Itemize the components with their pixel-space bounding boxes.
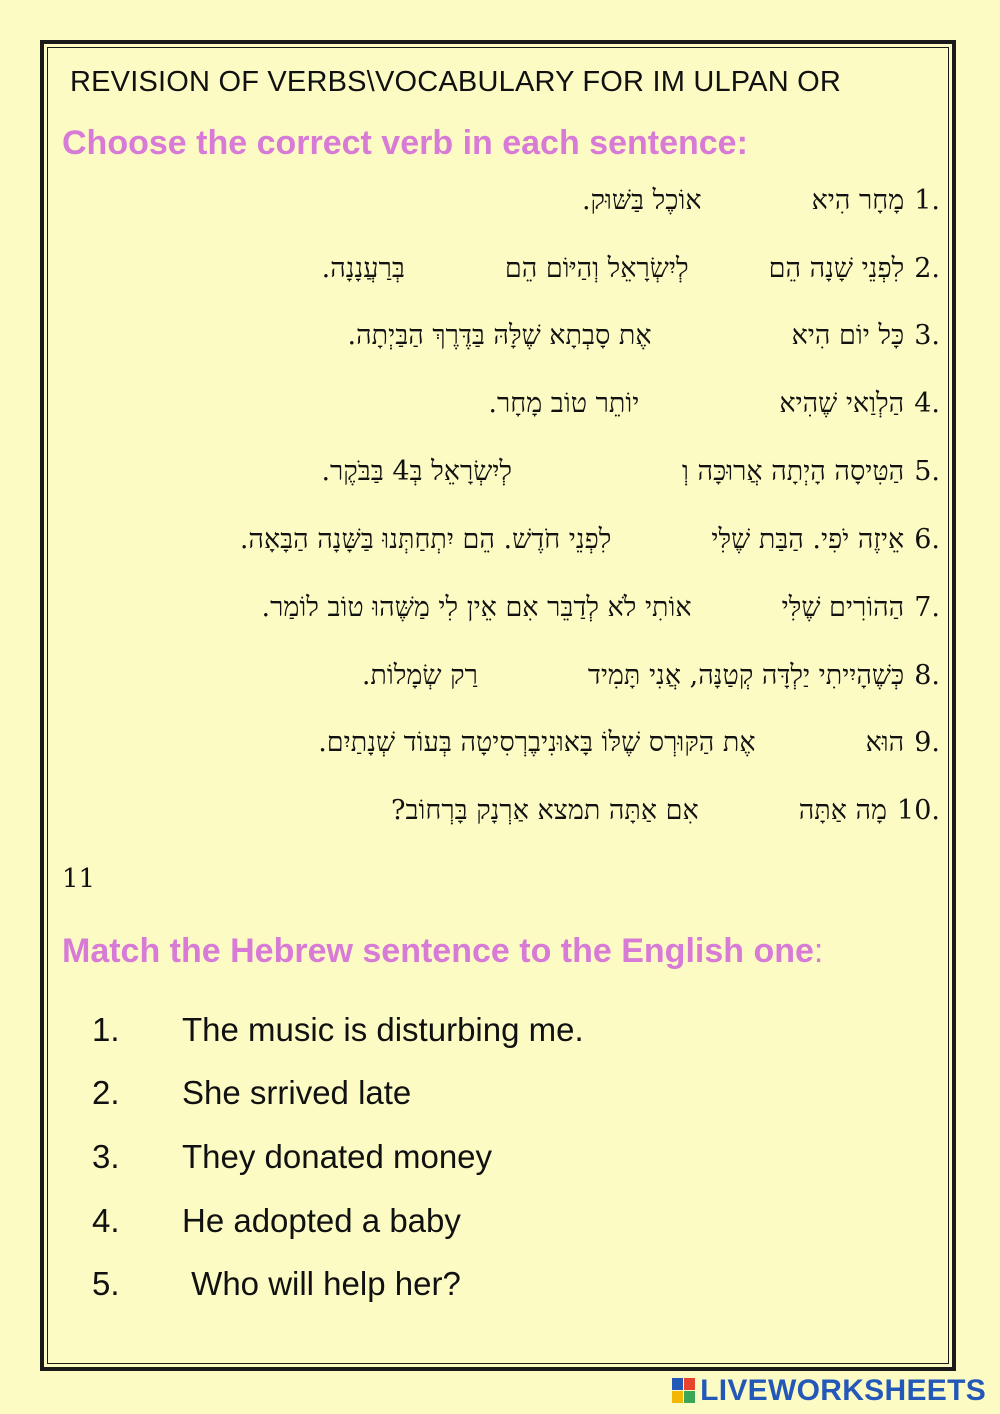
sentence-part-a: מָחָר הִיא <box>811 184 905 216</box>
item-number-11: 11 <box>62 864 96 894</box>
item-number: .7 <box>914 591 940 623</box>
english-sentence-2[interactable] <box>92 1073 411 1113</box>
sentence-text: They donated money <box>182 1138 493 1175</box>
item-number: .4 <box>914 387 940 419</box>
sentence-text: He adopted a baby <box>182 1202 461 1239</box>
section1-heading: Choose the correct verb in each sentence: <box>62 124 748 162</box>
sentence-part-b: לְיִשְׂרָאֵל וְהַיּוֹם הֵם <box>504 252 689 284</box>
hebrew-sentence-3 <box>348 315 940 355</box>
item-number: 5. <box>92 1265 120 1302</box>
hebrew-sentence-2 <box>322 248 940 288</box>
sentence-text: The music is disturbing me. <box>182 1011 584 1048</box>
sentence-text: She srrived late <box>182 1074 412 1111</box>
sentence-part-a: הַלְוַאי שֶׁהִיא <box>779 387 905 419</box>
sentence-part-c: בְּרַעֲנָנָה. <box>321 252 405 284</box>
sentence-part-b: לִפְנֵי חֹדֶשׁ. הֵם יִתְחַתְּנוּ בַּשָּׁנָה הַבָּאָה. <box>239 523 612 555</box>
sentence-part-a: הַטִּיסָה הָיְתָה אֲרוּכָּה וְ <box>682 455 905 487</box>
sentence-part-b: לְיִשְׂרָאֵל בְּ4 בַּבֹּקֶר. <box>321 455 513 487</box>
item-number: .3 <box>914 319 940 351</box>
english-sentence-5[interactable] <box>92 1264 461 1304</box>
sentence-part-a: כְּשֶׁהָיִיתִי יַלְדָּה קְטַנָּה, אֲנִי תָּמִיד <box>587 659 905 691</box>
hebrew-sentence-9 <box>318 722 940 762</box>
hebrew-sentence-7 <box>261 587 940 627</box>
section2-heading-text: Match the Hebrew sentence to the English one <box>62 932 814 970</box>
item-number: .6 <box>914 523 940 555</box>
item-number: .2 <box>914 252 940 284</box>
english-sentence-3[interactable] <box>92 1137 492 1177</box>
item-number: 2. <box>92 1074 120 1111</box>
page-title: REVISION OF VERBS\VOCABULARY FOR IM ULPAN OR <box>70 66 842 98</box>
hebrew-sentence-4 <box>488 383 940 423</box>
hebrew-sentence-6 <box>240 519 940 559</box>
item-number: 4. <box>92 1202 120 1239</box>
english-sentence-1[interactable] <box>92 1010 584 1050</box>
sentence-part-b: יוֹתֵר טוֹב מָחָר. <box>488 387 640 419</box>
sentence-part-b: אֶת סָבְתָא שֶׁלָּהּ בַּדֶּרֶךְ הַבַּיְתָה. <box>347 319 652 351</box>
sentence-part-b: רַק שְׂמָלוֹת. <box>361 659 478 691</box>
sentence-part-a: אֵיזֶה יֹפִי. הַבַּת שֶׁלִּי <box>711 523 905 555</box>
item-number: 3. <box>92 1138 120 1175</box>
logo-text: LIVEWORKSHEETS <box>700 1374 986 1407</box>
hebrew-sentence-8 <box>362 655 940 695</box>
sentence-part-b: אוֹתִי לֹא לְדַבֵּר אִם אֵין לִי מַשֶּׁהוּ טוֹב לוֹמַר. <box>261 591 692 623</box>
english-sentence-4[interactable] <box>92 1201 461 1241</box>
sentence-text: Who will help her? <box>182 1265 461 1302</box>
sentence-part-a: הַהוֹרִים שֶׁלִּי <box>781 591 905 623</box>
item-number: .9 <box>914 726 940 758</box>
sentence-part-b: אִם אַתָּה תמצא אַרְנָק בָּרְחוֹב? <box>390 794 699 826</box>
sentence-part-a: מָה אַתָּה <box>798 794 888 826</box>
sentence-part-b: אֶת הַקּוּרְס שֶׁלּוֹ בָּאוּנִיבֶרְסִיטָה בְּעוֹד שְׁנָתַיִם. <box>318 726 756 758</box>
item-number: .1 <box>914 184 940 216</box>
hebrew-sentence-10 <box>391 790 940 830</box>
sentence-part-a: לִפְנֵי שָׁנָה הֵם <box>768 252 905 284</box>
item-number: .5 <box>914 455 940 487</box>
hebrew-sentence-1 <box>582 180 940 220</box>
liveworksheets-logo[interactable] <box>672 1374 986 1408</box>
item-number: .8 <box>914 659 940 691</box>
section2-heading-colon: : <box>813 932 824 970</box>
hebrew-sentence-5 <box>321 451 940 491</box>
section2-heading <box>62 932 823 971</box>
sentence-part-a: כָּל יוֹם הִיא <box>791 319 905 351</box>
sentence-part-a: הוּא <box>865 726 905 758</box>
sentence-part-b: אוֹכֶל בַּשּׁוּק. <box>581 184 702 216</box>
liveworksheets-icon <box>672 1378 696 1404</box>
item-number: 1. <box>92 1011 120 1048</box>
item-number: .10 <box>897 794 940 826</box>
